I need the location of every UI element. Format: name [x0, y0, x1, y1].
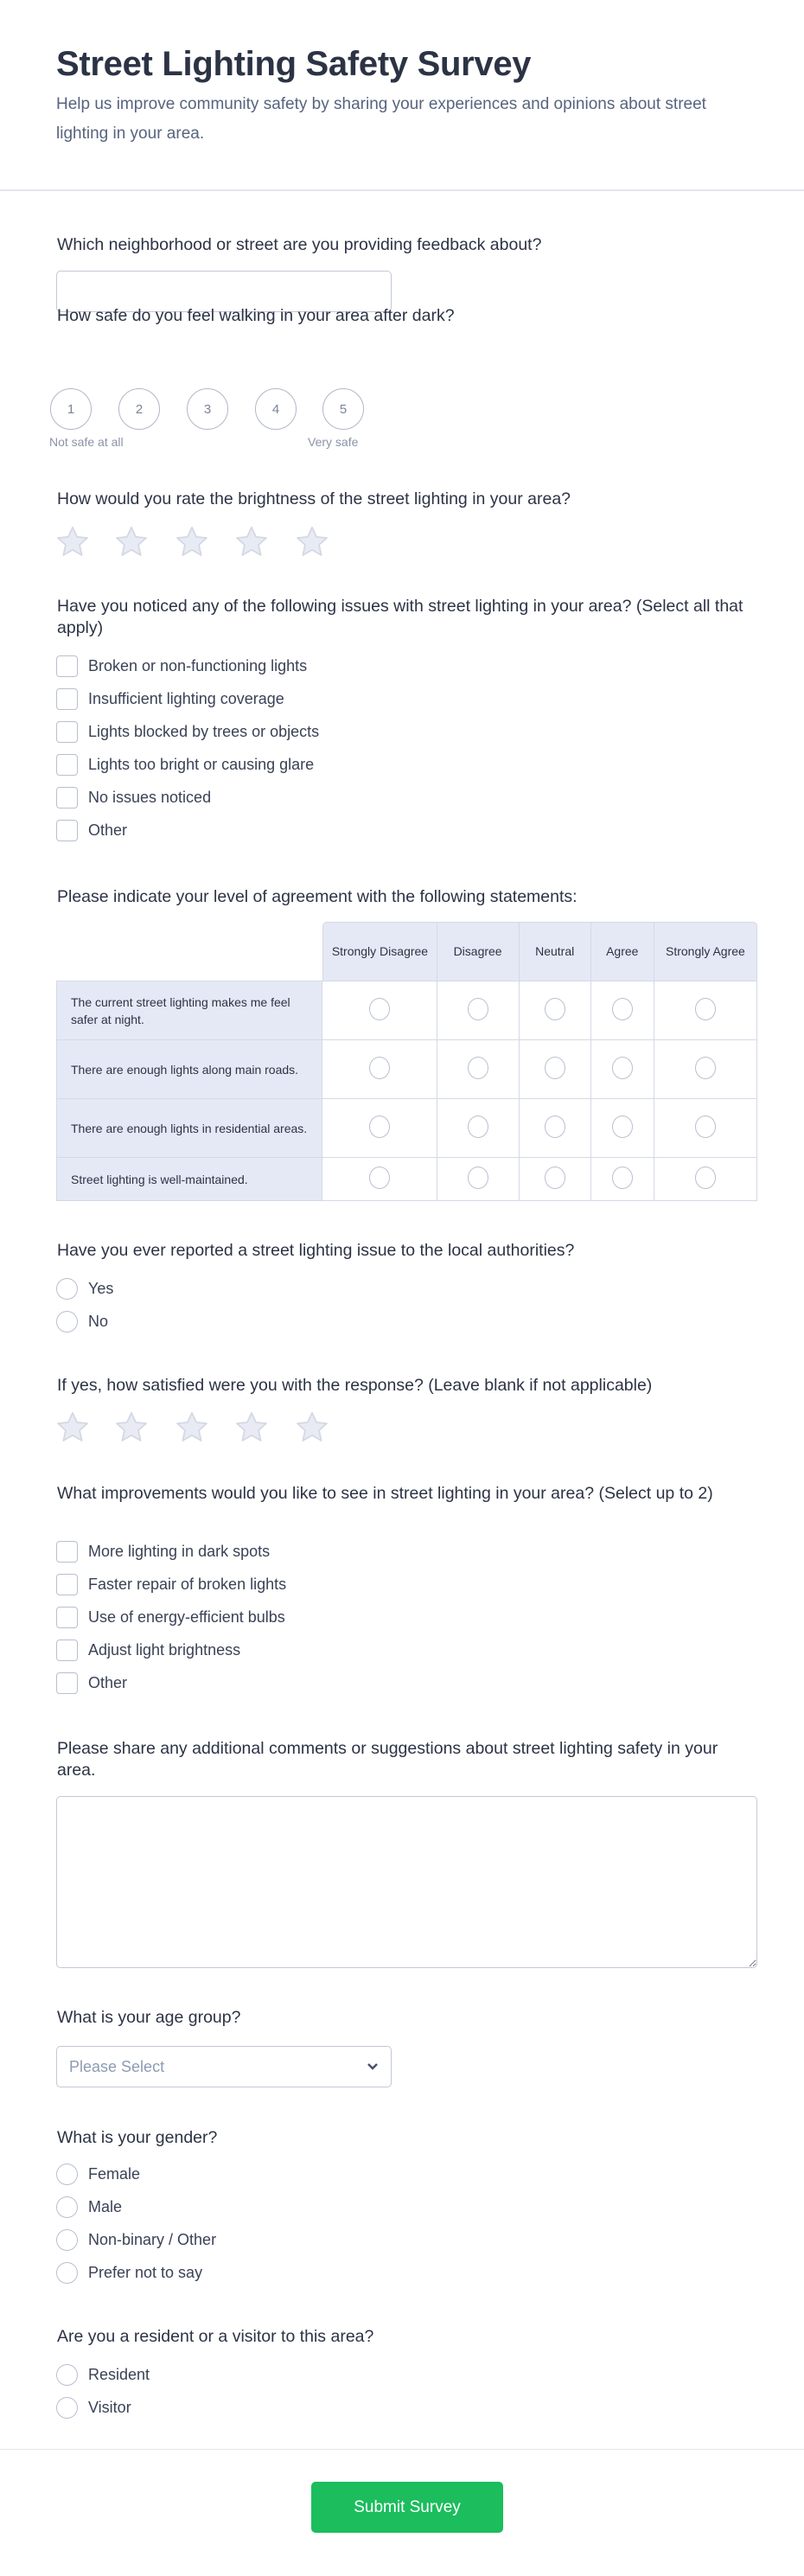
- scale-high-label: Very safe: [308, 435, 359, 449]
- matrix-radio[interactable]: [545, 1115, 565, 1138]
- q8-label: What improvements would you like to see in street lighting in your area? (Select up to 2): [57, 1484, 713, 1503]
- q11-option[interactable]: [56, 2163, 140, 2185]
- scale-option-1[interactable]: 1: [50, 388, 92, 430]
- matrix-radio[interactable]: [612, 1115, 633, 1138]
- checkbox[interactable]: [56, 1607, 78, 1628]
- scale-option-5[interactable]: 5: [322, 388, 364, 430]
- star-icon: [54, 1409, 91, 1446]
- q4-option[interactable]: [56, 819, 127, 841]
- q8-option[interactable]: [56, 1606, 285, 1628]
- matrix-row: [56, 1099, 757, 1158]
- matrix-row: [56, 981, 757, 1040]
- checkbox[interactable]: [56, 787, 78, 809]
- star-3[interactable]: [174, 524, 210, 560]
- matrix-radio[interactable]: [695, 1057, 716, 1079]
- matrix-radio[interactable]: [545, 1167, 565, 1189]
- matrix-cell: [591, 1099, 654, 1158]
- star-2[interactable]: [113, 524, 150, 560]
- scale-option-4[interactable]: 4: [255, 388, 297, 430]
- footer-divider: [0, 2449, 804, 2450]
- scale-option-2[interactable]: 2: [118, 388, 160, 430]
- matrix-radio[interactable]: [612, 1167, 633, 1189]
- matrix-column-header: Disagree: [437, 922, 520, 981]
- matrix-radio[interactable]: [468, 1057, 488, 1079]
- star-4[interactable]: [233, 1409, 270, 1446]
- matrix-cell: [591, 1040, 654, 1099]
- matrix-radio[interactable]: [369, 998, 390, 1020]
- star-icon: [113, 524, 150, 560]
- matrix-row-label: There are enough lights in residential areas.: [56, 1099, 322, 1158]
- matrix-radio[interactable]: [369, 1167, 390, 1189]
- header-divider: [0, 189, 804, 191]
- q4-option-label: Insufficient lighting coverage: [88, 689, 284, 707]
- q3-label: How would you rate the brightness of the street lighting in your area?: [57, 489, 571, 508]
- matrix-cell: [322, 1158, 437, 1201]
- q4-option[interactable]: [56, 786, 211, 809]
- page-title: Street Lighting Safety Survey: [56, 45, 532, 83]
- matrix-cell: [437, 1099, 520, 1158]
- matrix-radio[interactable]: [695, 1115, 716, 1138]
- radio-button[interactable]: [56, 2164, 78, 2185]
- matrix-cell: [322, 981, 437, 1040]
- matrix-row: [56, 1158, 757, 1201]
- q8-option-label: Adjust light brightness: [88, 1640, 241, 1659]
- q7-label: If yes, how satisfied were you with the response? (Leave blank if not applicable): [57, 1376, 653, 1395]
- agreement-matrix: [56, 922, 757, 1201]
- matrix-radio[interactable]: [545, 998, 565, 1020]
- q1-label: Which neighborhood or street are you providing feedback about?: [57, 235, 542, 254]
- matrix-cell: [591, 981, 654, 1040]
- q9-label: Please share any additional comments or suggestions about street lighting safety in your area.: [57, 1739, 718, 1780]
- q4-option-label: Lights too bright or causing glare: [88, 755, 315, 773]
- star-2[interactable]: [113, 1409, 150, 1446]
- checkbox[interactable]: [56, 754, 78, 776]
- q4-option-label: Lights blocked by trees or objects: [88, 722, 320, 740]
- age-group-placeholder: Please Select: [69, 2057, 165, 2075]
- submit-button[interactable]: Submit Survey: [311, 2482, 503, 2533]
- scale-option-3[interactable]: 3: [187, 388, 228, 430]
- comments-textarea[interactable]: [56, 1796, 757, 1968]
- checkbox[interactable]: [56, 655, 78, 677]
- star-5[interactable]: [294, 524, 330, 560]
- matrix-cell: [520, 1040, 591, 1099]
- matrix-radio[interactable]: [369, 1057, 390, 1079]
- scale-low-label: Not safe at all: [49, 435, 124, 449]
- q6-label: Have you ever reported a street lighting issue to the local authorities?: [57, 1241, 575, 1260]
- q6-option[interactable]: [56, 1277, 113, 1300]
- star-icon: [113, 1409, 150, 1446]
- star-icon: [233, 524, 270, 560]
- q6-option-label: No: [88, 1312, 109, 1330]
- q4-option[interactable]: [56, 753, 314, 776]
- star-icon: [294, 524, 330, 560]
- matrix-column-header: Strongly Agree: [654, 922, 757, 981]
- chevron-down-icon: [367, 2062, 379, 2071]
- matrix-column-header: Neutral: [520, 922, 591, 981]
- matrix-row-label: There are enough lights along main roads.: [56, 1040, 322, 1099]
- matrix-radio[interactable]: [612, 1057, 633, 1079]
- radio-button[interactable]: [56, 1278, 78, 1300]
- q4-option[interactable]: [56, 687, 284, 710]
- star-1[interactable]: [54, 1409, 91, 1446]
- star-icon: [294, 1409, 330, 1446]
- matrix-radio[interactable]: [545, 1057, 565, 1079]
- star-icon: [174, 1409, 210, 1446]
- q6-option-label: Yes: [88, 1279, 114, 1297]
- checkbox[interactable]: [56, 1541, 78, 1563]
- matrix-column-header: Strongly Disagree: [322, 922, 437, 981]
- q8-option-label: Use of energy-efficient bulbs: [88, 1608, 285, 1626]
- matrix-cell: [654, 981, 757, 1040]
- matrix-cell: [591, 1158, 654, 1201]
- matrix-row-label: Street lighting is well-maintained.: [56, 1158, 322, 1201]
- matrix-cell: [520, 1099, 591, 1158]
- q12-option[interactable]: [56, 2363, 150, 2386]
- q4-option-label: Broken or non-functioning lights: [88, 656, 308, 674]
- q4-option-label: Other: [88, 821, 128, 839]
- matrix-cell: [654, 1040, 757, 1099]
- matrix-cell: [437, 1158, 520, 1201]
- q12-option-label: Resident: [88, 2365, 150, 2383]
- radio-button[interactable]: [56, 1311, 78, 1333]
- star-4[interactable]: [233, 524, 270, 560]
- star-1[interactable]: [54, 524, 91, 560]
- checkbox[interactable]: [56, 1640, 78, 1661]
- q8-option-label: Other: [88, 1673, 128, 1691]
- q6-option[interactable]: [56, 1310, 108, 1333]
- q8-option[interactable]: [56, 1573, 286, 1595]
- matrix-cell: [322, 1099, 437, 1158]
- q8-option-label: Faster repair of broken lights: [88, 1575, 287, 1593]
- q8-option[interactable]: [56, 1672, 127, 1694]
- checkbox[interactable]: [56, 820, 78, 841]
- star-5[interactable]: [294, 1409, 330, 1446]
- matrix-radio[interactable]: [695, 998, 716, 1020]
- q11-option[interactable]: [56, 2261, 202, 2284]
- q2-label: How safe do you feel walking in your area after dark?: [57, 306, 455, 325]
- matrix-radio[interactable]: [468, 998, 488, 1020]
- matrix-radio[interactable]: [468, 1115, 488, 1138]
- q10-label: What is your age group?: [57, 2008, 241, 2027]
- q5-label: Please indicate your level of agreement with the following statements:: [57, 887, 577, 906]
- matrix-cell: [654, 1099, 757, 1158]
- q8-option[interactable]: [56, 1540, 270, 1563]
- q12-option-label: Visitor: [88, 2398, 131, 2416]
- matrix-radio[interactable]: [468, 1167, 488, 1189]
- radio-button[interactable]: [56, 2196, 78, 2218]
- matrix-row: [56, 1040, 757, 1099]
- matrix-cell: [437, 981, 520, 1040]
- radio-button[interactable]: [56, 2364, 78, 2386]
- q11-option[interactable]: [56, 2196, 122, 2218]
- radio-button[interactable]: [56, 2397, 78, 2419]
- star-3[interactable]: [174, 1409, 210, 1446]
- matrix-cell: [520, 981, 591, 1040]
- page-subtitle: Help us improve community safety by sharing your experiences and opinions about street lighting in your area.: [56, 95, 706, 143]
- q11-option-label: Prefer not to say: [88, 2263, 203, 2281]
- q11-option[interactable]: [56, 2228, 216, 2251]
- matrix-radio[interactable]: [369, 1115, 390, 1138]
- matrix-radio[interactable]: [695, 1167, 716, 1189]
- checkbox[interactable]: [56, 721, 78, 743]
- matrix-row-label: The current street lighting makes me feel safer at night.: [56, 981, 322, 1040]
- matrix-radio[interactable]: [612, 998, 633, 1020]
- q12-option[interactable]: [56, 2396, 131, 2419]
- q11-option-label: Non-binary / Other: [88, 2230, 217, 2248]
- q11-label: What is your gender?: [57, 2128, 218, 2147]
- q11-option-label: Female: [88, 2164, 141, 2183]
- q4-option[interactable]: [56, 720, 319, 743]
- matrix-corner: [56, 922, 322, 981]
- age-group-select[interactable]: [56, 2046, 392, 2087]
- matrix-column-header: Agree: [591, 922, 654, 981]
- matrix-cell: [520, 1158, 591, 1201]
- star-icon: [174, 524, 210, 560]
- star-icon: [54, 524, 91, 560]
- q4-label: Have you noticed any of the following issues with street lighting in your area? (Select all that apply): [57, 597, 743, 637]
- matrix-cell: [654, 1158, 757, 1201]
- radio-button[interactable]: [56, 2229, 78, 2251]
- checkbox[interactable]: [56, 1574, 78, 1595]
- q4-option-label: No issues noticed: [88, 788, 212, 806]
- matrix-cell: [437, 1040, 520, 1099]
- radio-button[interactable]: [56, 2262, 78, 2284]
- q8-option-label: More lighting in dark spots: [88, 1542, 271, 1560]
- q11-option-label: Male: [88, 2197, 123, 2215]
- matrix-cell: [322, 1040, 437, 1099]
- star-icon: [233, 1409, 270, 1446]
- q12-label: Are you a resident or a visitor to this area?: [57, 2327, 374, 2346]
- checkbox[interactable]: [56, 688, 78, 710]
- q4-option[interactable]: [56, 655, 307, 677]
- checkbox[interactable]: [56, 1672, 78, 1694]
- q8-option[interactable]: [56, 1639, 240, 1661]
